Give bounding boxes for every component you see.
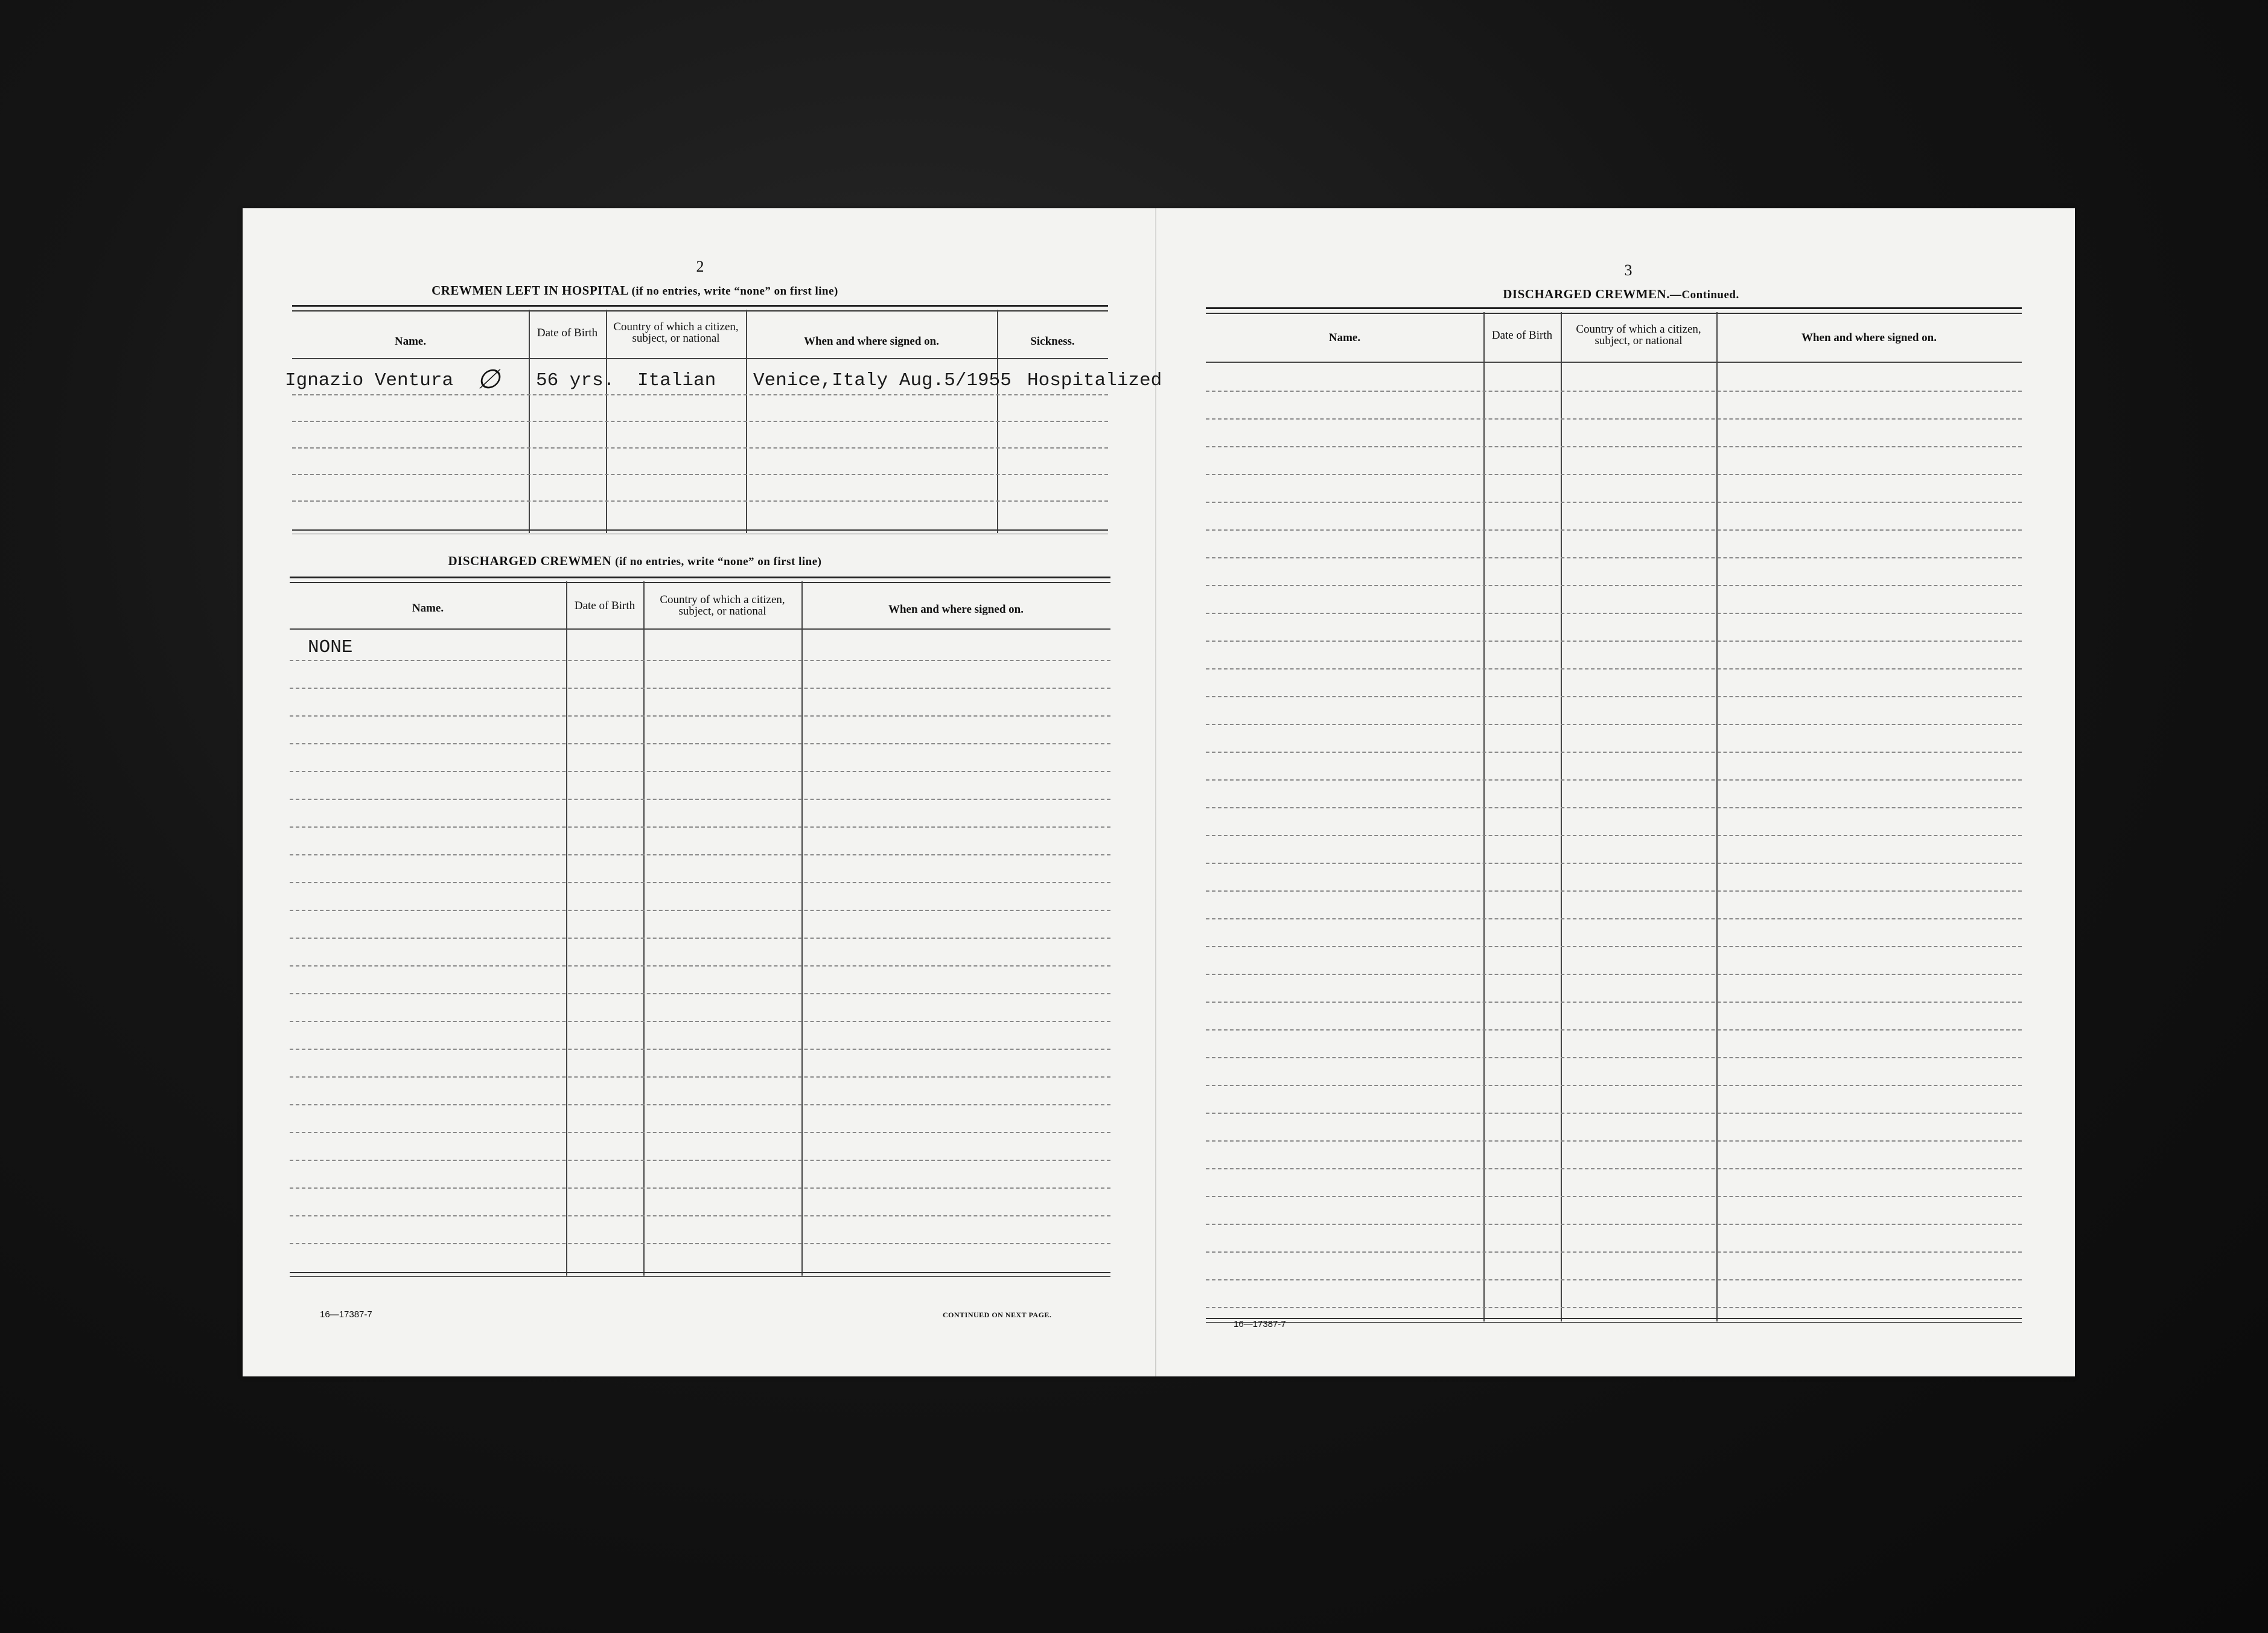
hospital-subtitle: (if no entries, write “none” on first line) bbox=[631, 285, 838, 298]
hospital-title: CREWMEN LEFT IN HOSPITAL bbox=[432, 283, 628, 298]
sickness-cell: Hospitalized bbox=[1027, 370, 1162, 391]
table-row bbox=[1206, 1057, 2022, 1058]
header-country: Country of which a citizen, subject, or national bbox=[660, 593, 785, 618]
table-row bbox=[1206, 890, 2022, 892]
table-row bbox=[1206, 863, 2022, 864]
signed-on-cell: Venice,Italy Aug.5/1955 bbox=[753, 370, 1011, 391]
table-row bbox=[292, 474, 1108, 475]
table-row bbox=[1206, 1029, 2022, 1031]
header-signed-on: When and where signed on. bbox=[888, 602, 1024, 616]
table-top-rule bbox=[292, 305, 1108, 312]
table-row bbox=[290, 965, 1110, 967]
table-row bbox=[290, 854, 1110, 855]
table-row bbox=[1206, 1140, 2022, 1142]
table-row bbox=[1206, 1307, 2022, 1308]
table-row bbox=[1206, 1085, 2022, 1086]
table-row bbox=[1206, 1168, 2022, 1169]
header-date-of-birth: Date of Birth bbox=[537, 326, 598, 339]
table-row bbox=[290, 715, 1110, 717]
crew-name-cell: Ignazio Ventura bbox=[285, 370, 454, 391]
header-country: Country of which a citizen, subject, or national bbox=[613, 321, 739, 345]
table-row bbox=[290, 1243, 1110, 1244]
table-row bbox=[1206, 1224, 2022, 1225]
table-row bbox=[290, 1215, 1110, 1216]
left-page bbox=[243, 208, 1162, 1376]
manifest-sheet bbox=[243, 208, 2075, 1376]
column-divider bbox=[801, 581, 803, 1276]
table-row bbox=[1206, 641, 2022, 642]
table-row bbox=[290, 688, 1110, 689]
table-row bbox=[1206, 1279, 2022, 1280]
discharged-continued-table bbox=[1206, 307, 2022, 1328]
table-row bbox=[1206, 474, 2022, 475]
header-name: Name. bbox=[394, 334, 427, 348]
discharged-title: DISCHARGED CREWMEN bbox=[448, 554, 612, 568]
table-row bbox=[1206, 502, 2022, 503]
dob-cell: 56 yrs. bbox=[536, 370, 615, 391]
column-divider bbox=[566, 581, 567, 1276]
header-date-of-birth: Date of Birth bbox=[574, 599, 635, 612]
table-row bbox=[1206, 1002, 2022, 1003]
table-row bbox=[1206, 835, 2022, 836]
country-cell: Italian bbox=[637, 370, 716, 391]
hospital-section-title bbox=[333, 283, 937, 298]
table-row bbox=[1206, 807, 2022, 808]
column-divider bbox=[1483, 312, 1485, 1321]
header-country: Country of which a citizen, subject, or national bbox=[1576, 323, 1701, 347]
none-entry: NONE bbox=[308, 637, 353, 658]
table-row bbox=[290, 993, 1110, 994]
table-row bbox=[290, 1049, 1110, 1050]
table-row bbox=[290, 743, 1110, 744]
discharged-section-title bbox=[333, 554, 937, 569]
column-divider bbox=[1716, 312, 1718, 1321]
table-row bbox=[1206, 418, 2022, 420]
table-row bbox=[1206, 1251, 2022, 1253]
table-row bbox=[1206, 974, 2022, 975]
table-row bbox=[1206, 696, 2022, 697]
header-name: Name. bbox=[412, 601, 444, 615]
handwritten-mark: ∅ bbox=[477, 365, 500, 394]
table-row bbox=[1206, 918, 2022, 919]
table-row bbox=[290, 1160, 1110, 1161]
continued-suffix: —Continued. bbox=[1669, 289, 1739, 301]
table-row bbox=[1206, 724, 2022, 725]
table-row bbox=[1206, 946, 2022, 947]
discharged-title: DISCHARGED CREWMEN. bbox=[1503, 287, 1670, 301]
table-row bbox=[1206, 752, 2022, 753]
table-bottom-rule bbox=[292, 529, 1108, 534]
table-row bbox=[290, 1187, 1110, 1189]
table-top-rule bbox=[290, 577, 1110, 583]
discharged-continued-title bbox=[1362, 287, 1881, 302]
continued-note: CONTINUED ON NEXT PAGE. bbox=[943, 1311, 1052, 1319]
table-row bbox=[1206, 1113, 2022, 1114]
table-row bbox=[1206, 1196, 2022, 1197]
table-row bbox=[292, 421, 1108, 422]
table-row bbox=[1206, 779, 2022, 781]
page-number: 2 bbox=[696, 258, 704, 275]
discharged-table bbox=[290, 577, 1110, 1319]
header-date-of-birth: Date of Birth bbox=[1491, 328, 1553, 342]
header-divider bbox=[292, 358, 1108, 359]
table-row bbox=[292, 500, 1108, 502]
table-row bbox=[1206, 668, 2022, 669]
table-row bbox=[1206, 529, 2022, 531]
table-row bbox=[290, 938, 1110, 939]
header-signed-on: When and where signed on. bbox=[803, 334, 939, 348]
table-row bbox=[1206, 391, 2022, 392]
table-row bbox=[1206, 557, 2022, 558]
column-divider bbox=[643, 581, 645, 1276]
right-page bbox=[1156, 208, 2075, 1376]
header-divider bbox=[1206, 362, 2022, 363]
header-name: Name. bbox=[1328, 331, 1361, 344]
table-row bbox=[1206, 585, 2022, 586]
table-row bbox=[290, 799, 1110, 800]
table-row bbox=[290, 660, 1110, 661]
form-number: 16—17387-7 bbox=[320, 1309, 372, 1320]
discharged-subtitle: (if no entries, write “none” on first line) bbox=[615, 555, 822, 568]
table-row bbox=[292, 394, 1108, 395]
table-row bbox=[290, 1104, 1110, 1105]
table-bottom-rule bbox=[1206, 1318, 2022, 1323]
column-divider bbox=[1561, 312, 1562, 1321]
form-number: 16—17387-7 bbox=[1234, 1319, 1286, 1329]
table-row bbox=[290, 1021, 1110, 1022]
table-row bbox=[1206, 613, 2022, 614]
table-row bbox=[290, 826, 1110, 828]
page-number: 3 bbox=[1624, 261, 1633, 279]
header-sickness: Sickness. bbox=[1030, 334, 1075, 348]
table-row bbox=[292, 447, 1108, 449]
table-row bbox=[290, 771, 1110, 772]
table-row bbox=[290, 910, 1110, 911]
header-divider bbox=[290, 628, 1110, 630]
table-row bbox=[290, 882, 1110, 883]
table-row bbox=[290, 1076, 1110, 1078]
header-signed-on: When and where signed on. bbox=[1801, 331, 1937, 344]
table-row bbox=[290, 1132, 1110, 1133]
table-row bbox=[1206, 446, 2022, 447]
table-bottom-rule bbox=[290, 1272, 1110, 1277]
